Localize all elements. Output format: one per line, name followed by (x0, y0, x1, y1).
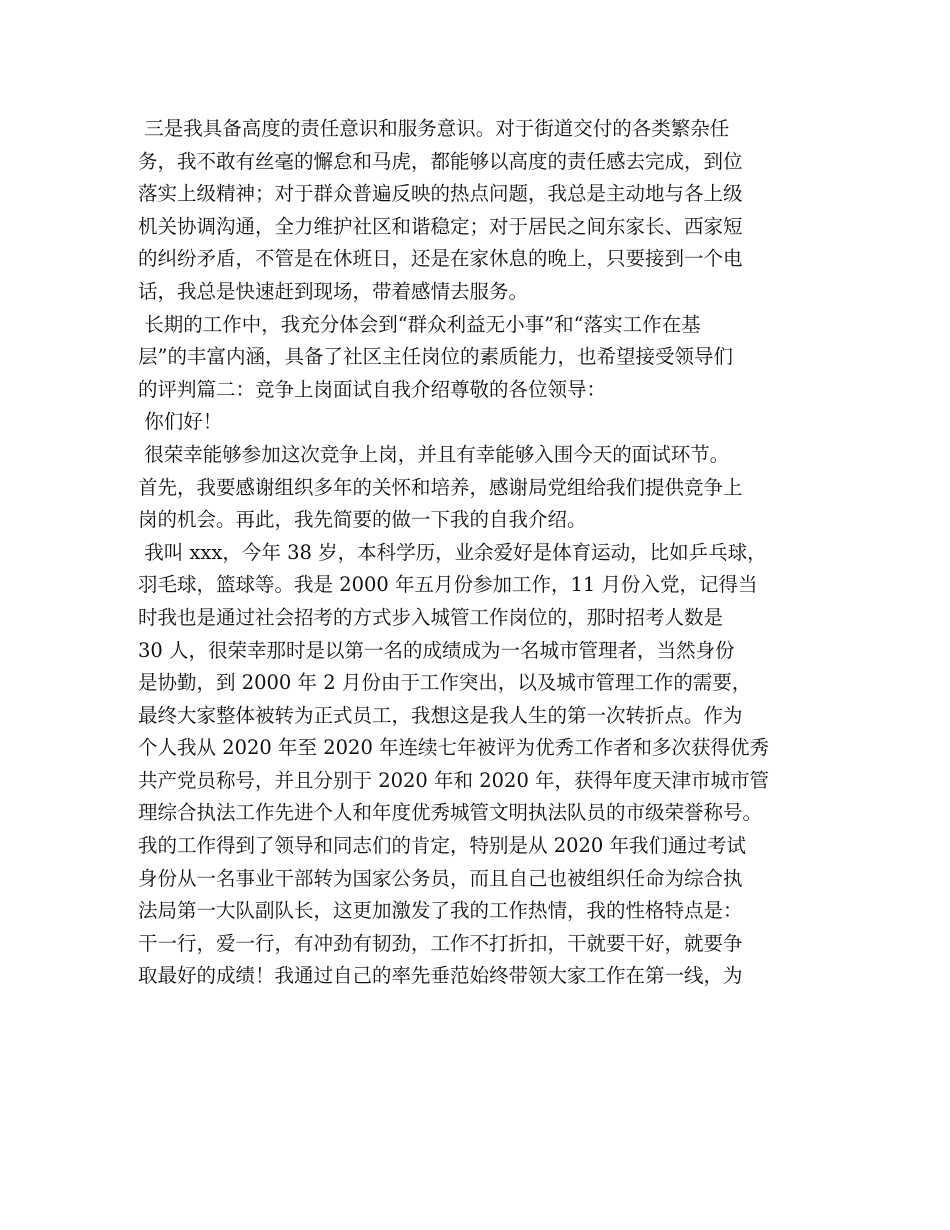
text-line-25: 法局第一大队副队长，这更加激发了我的工作热情，我的性格特点是： (138, 899, 743, 923)
text-line-11: 很荣幸能够参加这次竞争上岗，并且有幸能够入围今天的面试环节。 (138, 442, 730, 466)
text-line-24: 身份从一名事业干部转为国家公务员，而且自己也被组织任命为综合执 (138, 866, 743, 890)
text-line-5: 的纠纷矛盾，不管是在休班日，还是在家休息的晚上，只要接到一个电 (138, 247, 743, 271)
text-line-21: 共产党员称号，并且分别于 2020 年和 2020 年，获得年度天津市城市管 (138, 768, 770, 792)
text-line-14: 我叫 xxx，今年 38 岁，本科学历，业余爱好是体育运动，比如乒乓球， (138, 540, 767, 564)
text-line-3: 落实上级精神；对于群众普遍反映的热点问题，我总是主动地与各上级 (138, 182, 743, 206)
text-line-26: 干一行，爱一行，有冲劲有韧劲，工作不打折扣，干就要干好，就要争 (138, 931, 743, 955)
text-line-9: 的评判篇二：竞争上岗面试自我介绍尊敬的各位领导： (138, 377, 607, 401)
text-line-4: 机关协调沟通，全力维护社区和谐稳定；对于居民之间东家长、西家短 (138, 214, 743, 238)
text-line-6: 话，我总是快速赶到现场，带着感情去服务。 (138, 279, 529, 303)
text-line-13: 岗的机会。再此，我先简要的做一下我的自我介绍。 (138, 508, 587, 532)
text-line-2: 务，我不敢有丝毫的懈怠和马虎，都能够以高度的责任感去完成，到位 (138, 149, 743, 173)
text-line-10: 你们好！ (138, 410, 223, 434)
text-line-8: 层”的丰富内涵，具备了社区主任岗位的素质能力，也希望接受领导们 (138, 345, 733, 369)
text-line-23: 我的工作得到了领导和同志们的肯定，特别是从 2020 年我们通过考试 (138, 834, 747, 858)
text-line-18: 是协勤，到 2000 年 2 月份由于工作突出，以及城市管理工作的需要， (138, 671, 752, 695)
text-line-22: 理综合执法工作先进个人和年度优秀城管文明执法队员的市级荣誉称号。 (138, 801, 763, 825)
text-line-17: 30 人，很荣幸那时是以第一名的成绩成为一名城市管理者，当然身份 (138, 638, 735, 662)
text-line-27: 取最好的成绩！我通过自己的率先垂范始终带领大家工作在第一线，为 (138, 964, 743, 988)
text-line-1: 三是我具备高度的责任意识和服务意识。对于街道交付的各类繁杂任 (138, 117, 730, 140)
text-line-12: 首先，我要感谢组织多年的关怀和培养，感谢局党组给我们提供竞争上 (138, 475, 743, 499)
text-line-20: 个人我从 2020 年至 2020 年连续七年被评为优秀工作者和多次获得优秀 (138, 736, 770, 760)
text-line-19: 最终大家整体被转为正式员工，我想这是我人生的第一次转折点。作为 (138, 703, 743, 727)
text-line-16: 时我也是通过社会招考的方式步入城管工作岗位的，那时招考人数是 (138, 605, 724, 629)
text-line-7: 长期的工作中，我充分体会到“群众利益无小事”和“落实工作在基 (138, 312, 701, 336)
body-text (138, 113, 818, 993)
text-line-15: 羽毛球，篮球等。我是 2000 年五月份参加工作，11 月份入党，记得当 (138, 573, 758, 597)
